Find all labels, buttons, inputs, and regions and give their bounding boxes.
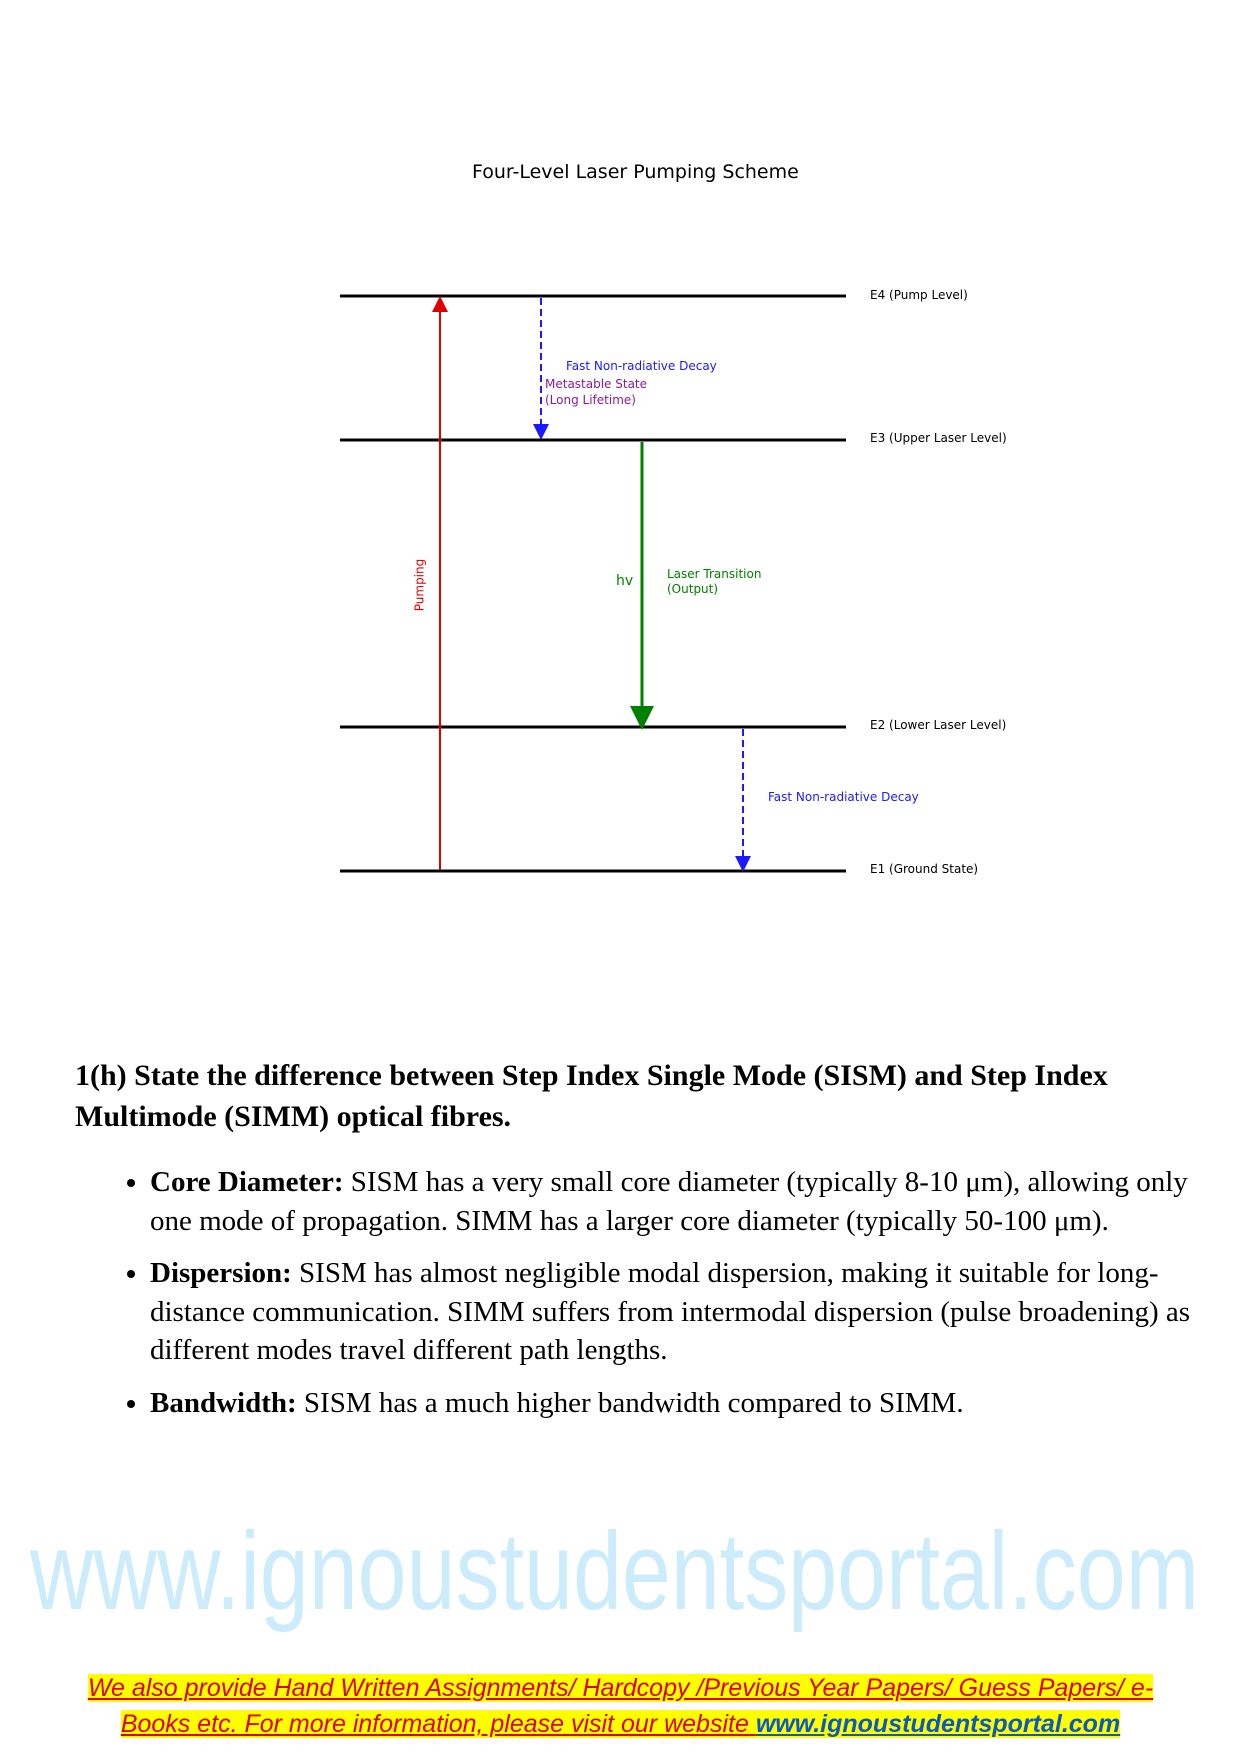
- lifetime-label: (Long Lifetime): [545, 393, 636, 407]
- label-e4: E4 (Pump Level): [870, 288, 968, 302]
- list-item: • Bandwidth: SISM has a much higher bandwidth compared to SIMM.: [150, 1384, 1210, 1423]
- list-item: • Core Diameter: SISM has a very small core diameter (typically 8-10 μm), allowing only one mode of propagation. SIMM has a larger core diameter (typically 50-100 μm).: [150, 1163, 1210, 1240]
- output-label: (Output): [667, 582, 719, 596]
- comparison-list: [112, 1163, 1210, 1436]
- upper-decay-label: Fast Non-radiative Decay: [566, 359, 717, 373]
- question-heading: 1(h) State the difference between Step Index Single Mode (SISM) and Step Index Multimode (SIMM) optical fibres.: [75, 1059, 1108, 1133]
- hv-label: hv: [616, 573, 634, 589]
- label-e3: E3 (Upper Laser Level): [870, 431, 1007, 445]
- diagram-title: Four-Level Laser Pumping Scheme: [472, 161, 799, 183]
- metastable-label: Metastable State: [545, 377, 648, 391]
- pumping-label: Pumping: [412, 558, 427, 612]
- footer-line-1: We also provide Hand Written Assignments/ Hardcopy /Previous Year Papers/ Guess Papers/ e-: [87, 1674, 1154, 1702]
- website-link[interactable]: www.ignoustudentsportal.com: [755, 1710, 1121, 1738]
- lower-decay-label: Fast Non-radiative Decay: [768, 790, 919, 804]
- list-item: • Dispersion: SISM has almost negligible modal dispersion, making it suitable for long-distance communication. SIMM suffers from intermodal dispersion (pulse broadening) as different modes travel different path lengths.: [150, 1254, 1210, 1370]
- label-e2: E2 (Lower Laser Level): [870, 718, 1007, 732]
- watermark: www.ignoustudentsportal.com: [30, 1510, 1200, 1633]
- footer-line-2: Books etc. For more information, please visit our website www.ignoustudentsportal.com: [120, 1710, 1121, 1738]
- laser-transition-label: Laser Transition: [667, 567, 762, 581]
- label-e1: E1 (Ground State): [870, 862, 979, 876]
